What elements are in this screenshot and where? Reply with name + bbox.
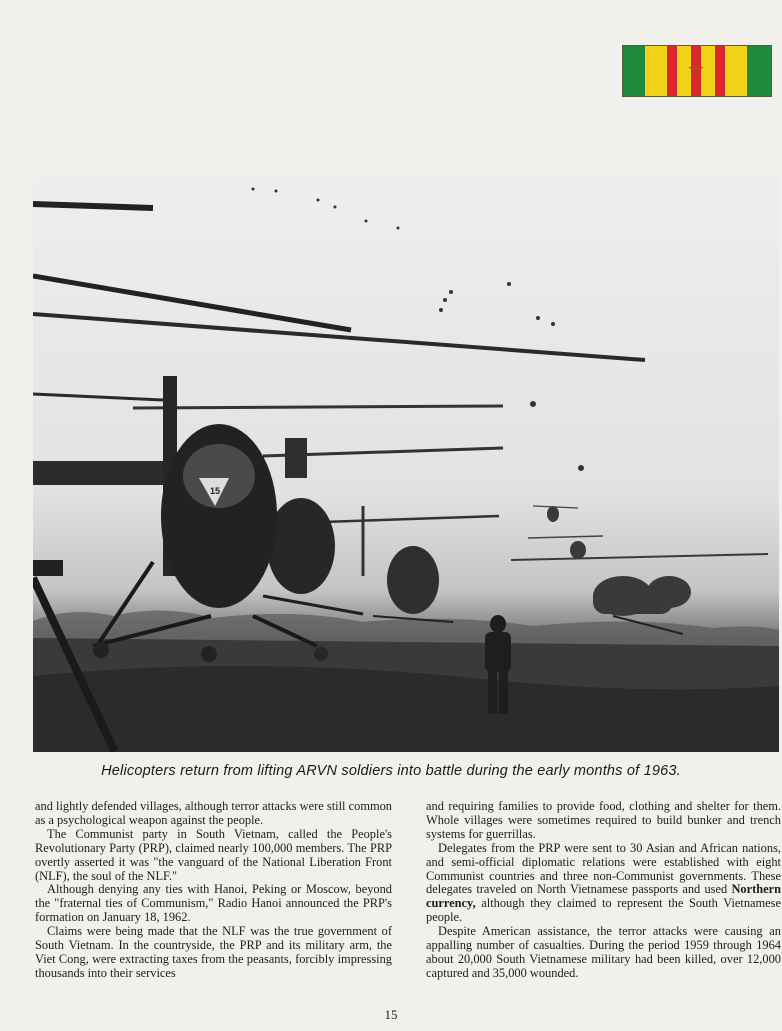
paragraph-text: Delegates from the PRP were sent to 30 Asian and African nations, and semi-official diplomatic relations were established with eight Communist countries and three non-Communist governments. These delegates traveled on North Vietnamese passports and used [426,840,781,897]
emphasized-text: Northern currency, [426,882,781,911]
paragraph: Claims were being made that the NLF was the true government of South Vietnam. In the countryside, the PRP and its military arm, the Viet Cong, were extracting taxes from the peasants, forcibly impressing thousands into their services [35,924,392,980]
right-column [426,800,781,981]
paragraph: and lightly defended villages, although terror attacks were still common as a psychological weapon against the people. [35,799,392,827]
paragraph: Although denying any ties with Hanoi, Peking or Moscow, beyond the "fraternal ties of Communism," Radio Hanoi announced the PRP's formation on January 18, 1962. [35,882,392,925]
helicopter-number: 15 [209,486,221,496]
paragraph: The Communist party in South Vietnam, called the People's Revolutionary Party (PRP), claimed nearly 100,000 members. The PRP overtly asserted it was "the vanguard of the National Liberation Front (NLF), the soul of the NLF." [35,826,392,883]
helicopter-photo [33,176,779,752]
star-icon: ★ [687,57,705,81]
paragraph: and requiring families to provide food, clothing and shelter for them. Whole villages were sometimes required to build bunker and trench systems for guerrillas. [426,799,781,841]
photo-caption: Helicopters return from lifting ARVN soldiers into battle during the early months of 1963. [101,763,681,779]
paragraph [426,842,781,925]
service-ribbon [622,45,772,97]
page-number: 15 [384,1007,398,1022]
paragraph: Despite American assistance, the terror attacks were causing an appalling number of casualties. During the period 1959 through 1964 about 20,000 South Vietnamese military had been killed, over 12,000 captured and 35,000 wounded. [426,924,781,980]
left-column [35,800,392,981]
paragraph-text: although they claimed to represent the South Vietnamese people. [426,896,781,925]
helicopter-scene [33,176,779,752]
